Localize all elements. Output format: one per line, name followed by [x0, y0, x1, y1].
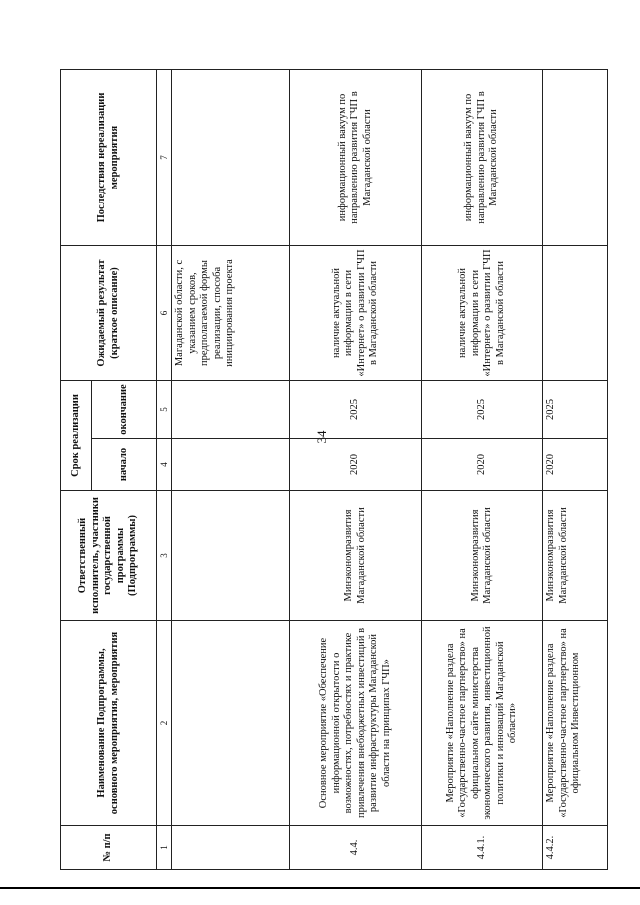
header-executor: Ответственный исполнитель, участники государственной программы (Подпрограммы): [61, 491, 157, 621]
column-number-row: [157, 70, 172, 870]
row-start: 2020: [290, 439, 422, 491]
row-executor: Минэкономразвития Магаданской области: [543, 491, 608, 621]
header-end: окончание: [92, 381, 157, 439]
row-num: 4.4.1.: [422, 826, 543, 870]
column-number: 2: [157, 621, 172, 826]
program-measures-table: [60, 69, 608, 870]
cell-empty: [172, 621, 290, 826]
row-executor: Минэкономразвития Магаданской области: [290, 491, 422, 621]
table-row: [290, 70, 422, 870]
row-num: 4.4.2.: [543, 826, 608, 870]
row-consequences: [543, 70, 608, 246]
column-number: 6: [157, 246, 172, 381]
cell-empty: [172, 439, 290, 491]
row-name: Основное мероприятие «Обеспечение информационной открытости о возможностях, потребностях и практике привлечения внебюджетных инвестиций в развитие инфраструктуры Магаданской области на принципах ГЧП»: [290, 621, 422, 826]
row-start: 2020: [422, 439, 543, 491]
header-period: Срок реализации: [61, 381, 92, 491]
header-consequences: Последствия нереализации мероприятия: [61, 70, 157, 246]
row-end: 2025: [290, 381, 422, 439]
header-row: [61, 70, 92, 870]
row-executor: Минэкономразвития Магаданской области: [422, 491, 543, 621]
cell-empty: [172, 826, 290, 870]
row-result: наличие актуальной информации в сети «Интернет» о развитии ГЧП в Магаданской области: [422, 246, 543, 381]
row-consequences: информационный вакуум по направлению развития ГЧП в Магаданской области: [290, 70, 422, 246]
row-consequences: информационный вакуум по направлению развития ГЧП в Магаданской области: [422, 70, 543, 246]
header-start: начало: [92, 439, 157, 491]
cell-empty: [172, 491, 290, 621]
row-result: [543, 246, 608, 381]
row-end: 2025: [422, 381, 543, 439]
header-num: № п/п: [61, 826, 157, 870]
bottom-rule: [0, 887, 640, 889]
column-number: 7: [157, 70, 172, 246]
continuation-row: [172, 70, 290, 870]
row-name: Мероприятие «Наполнение раздела «Государственно-частное партнерство» на официальном Инвестиционном: [543, 621, 608, 826]
header-name: Наименование Подпрограммы, основного мероприятия, мероприятия: [61, 621, 157, 826]
table-row: [422, 70, 543, 870]
table-row: [543, 70, 608, 870]
column-number: 1: [157, 826, 172, 870]
page-number: 34: [314, 430, 329, 444]
rotated-page-content: [60, 70, 580, 870]
cell-empty: [172, 70, 290, 246]
row-num: 4.4.: [290, 826, 422, 870]
column-number: 5: [157, 381, 172, 439]
continuation-result: Магаданской области, с указанием сроков, предполагаемой формы реализации, способа инициирования проекта: [172, 246, 290, 381]
row-name: Мероприятие «Наполнение раздела «Государственно-частное партнерство» на официальном сайте министерства экономического развития, инвестиционной политики и инноваций Магаданской области»: [422, 621, 543, 826]
row-end: 2025: [543, 381, 608, 439]
row-result: наличие актуальной информации в сети «Интернет» о развитии ГЧП в Магаданской области: [290, 246, 422, 381]
cell-empty: [172, 381, 290, 439]
column-number: 4: [157, 439, 172, 491]
header-result: Ожидаемый результат (краткое описание): [61, 246, 157, 381]
column-number: 3: [157, 491, 172, 621]
row-start: 2020: [543, 439, 608, 491]
